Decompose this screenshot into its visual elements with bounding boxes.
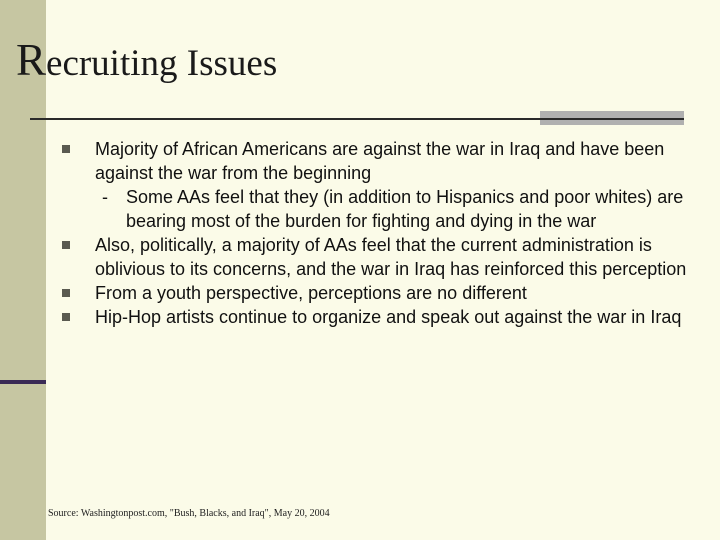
sub-bullet-item [62,185,692,233]
title-divider-line [30,118,540,120]
square-bullet-icon [62,313,70,321]
square-bullet-icon [62,289,70,297]
bullet-item [62,305,692,329]
bullet-item [62,137,692,185]
bullet-item [62,281,692,305]
title-initial: R [16,35,47,85]
source-citation: Source: Washingtonpost.com, "Bush, Blacks, and Iraq", May 20, 2004 [48,508,330,519]
slide-body [62,137,692,329]
bullet-text: Majority of African Americans are against the war in Iraq and have been against the war from the beginning [95,139,665,183]
title-rest: ecruiting Issues [46,43,278,84]
left-accent-stripe [0,380,46,384]
bullet-text: Also, politically, a majority of AAs feel that the current administration is oblivious to its concerns, and the war in Iraq has reinforced this perception [95,235,687,279]
square-bullet-icon [62,241,70,249]
bullet-text: From a youth perspective, perceptions are no different [95,283,527,303]
bullet-text: Hip-Hop artists continue to organize and speak out against the war in Iraq [95,307,682,327]
square-bullet-icon [62,145,70,153]
dash-marker: - [102,187,108,207]
bullet-item [62,233,692,281]
slide-title [16,34,277,86]
sub-bullet-text: Some AAs feel that they (in addition to Hispanics and poor whites) are bearing most of the burden for fighting and dying in the war [126,187,684,231]
title-divider-accent-line [540,118,684,120]
